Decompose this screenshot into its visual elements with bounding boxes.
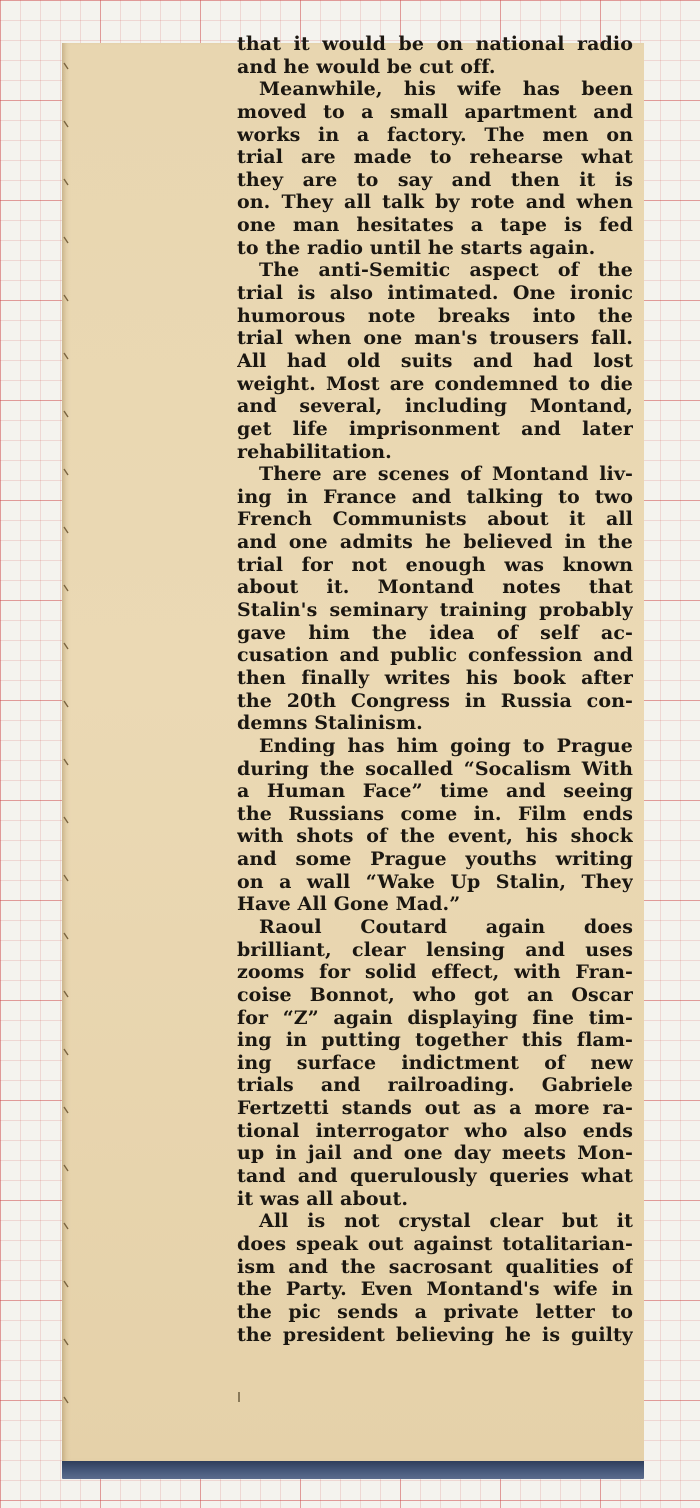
- article-line: get life imprisonment and later: [237, 417, 633, 440]
- article-line: brilliant, clear lensing and uses: [237, 938, 633, 961]
- article-line: demns Stalinism.: [237, 712, 423, 735]
- article-line: and several, including Montand,: [237, 395, 633, 418]
- article-line: Stalin's seminary training probably: [237, 599, 633, 622]
- article-line: and some Prague youths writing: [237, 848, 633, 871]
- article-line: The anti-Semitic aspect of the: [259, 259, 633, 282]
- article-line: trial when one man's trousers fall.: [237, 327, 633, 350]
- article-line: to the radio until he starts again.: [237, 236, 596, 259]
- article-line: then finally writes his book after: [237, 666, 633, 689]
- article-line: Raoul Coutard again does: [259, 915, 633, 938]
- article-line: ing in France and talking to two: [237, 485, 633, 508]
- article-line: during the socalled “Socalism With: [237, 757, 633, 780]
- article-line: and one admits he believed in the: [237, 531, 633, 554]
- article-line: does speak out against totalitarian-: [237, 1232, 633, 1255]
- article-line: the president believing he is guilty: [237, 1323, 633, 1346]
- newspaper-clipping: [62, 33, 644, 1461]
- article-line: trial is also intimated. One ironic: [237, 282, 633, 305]
- article-line: tional interrogator who also ends: [237, 1119, 633, 1142]
- article-line: ing surface indictment of new: [237, 1051, 633, 1074]
- article-line: Meanwhile, his wife has been: [259, 78, 633, 101]
- article-line: ing in putting together this flam-: [237, 1029, 633, 1052]
- article-line: coise Bonnot, who got an Oscar: [237, 983, 633, 1006]
- article-line: cusation and public confession and: [237, 644, 633, 667]
- clipping-shadow: [62, 1460, 644, 1479]
- article-line: the Party. Even Montand's wife in: [237, 1278, 633, 1301]
- article-line: French Communists about it all: [237, 508, 633, 531]
- article-line: trial for not enough was known: [237, 553, 633, 576]
- article-line: about it. Montand notes that: [237, 576, 633, 599]
- article-line: tand and querulously queries what: [237, 1165, 633, 1188]
- article-line: on a wall “Wake Up Stalin, They: [237, 870, 633, 893]
- article-line: rehabilitation.: [237, 440, 392, 463]
- article-line: up in jail and one day meets Mon-: [237, 1142, 633, 1165]
- article-line: weight. Most are condemned to die: [237, 372, 633, 395]
- article-line: a Human Face” time and seeing: [237, 780, 633, 803]
- torn-edge-marks: [62, 43, 72, 1461]
- article-line: Have All Gone Mad.”: [237, 893, 461, 916]
- article-line: moved to a small apartment and: [237, 100, 633, 123]
- article-line: the 20th Congress in Russia con-: [237, 689, 633, 712]
- article-line: Ending has him going to Prague: [259, 734, 633, 757]
- article-line: Fertzetti stands out as a more ra-: [237, 1097, 633, 1120]
- article-line: humorous note breaks into the: [237, 304, 633, 327]
- article-line: with shots of the event, his shock: [237, 825, 633, 848]
- article-line: that it would be on national radio: [237, 33, 633, 55]
- article-line: gave him the idea of self ac-: [237, 621, 633, 644]
- article-line: the Russians come in. Film ends: [237, 802, 633, 825]
- article-line: the pic sends a private letter to: [237, 1300, 633, 1323]
- article-line: There are scenes of Montand liv-: [259, 463, 633, 486]
- article-line: for “Z” again displaying fine tim-: [237, 1006, 633, 1029]
- article-line: trials and railroading. Gabriele: [237, 1074, 633, 1097]
- article-line: All had old suits and had lost: [237, 349, 633, 372]
- article-line: one man hesitates a tape is fed: [237, 214, 633, 237]
- paper-speck: [238, 1392, 240, 1402]
- article-line: ism and the sacrosant qualities of: [237, 1255, 633, 1278]
- article-column: [237, 33, 633, 1346]
- article-line: zooms for solid effect, with Fran-: [237, 961, 633, 984]
- article-line: it was all about.: [237, 1187, 409, 1210]
- article-line: All is not crystal clear but it: [259, 1210, 633, 1233]
- article-line: they are to say and then it is: [237, 168, 633, 191]
- article-line: trial are made to rehearse what: [237, 146, 633, 169]
- article-line: and he would be cut off.: [237, 55, 496, 78]
- article-line: works in a factory. The men on: [237, 123, 633, 146]
- article-line: on. They all talk by rote and when: [237, 191, 633, 214]
